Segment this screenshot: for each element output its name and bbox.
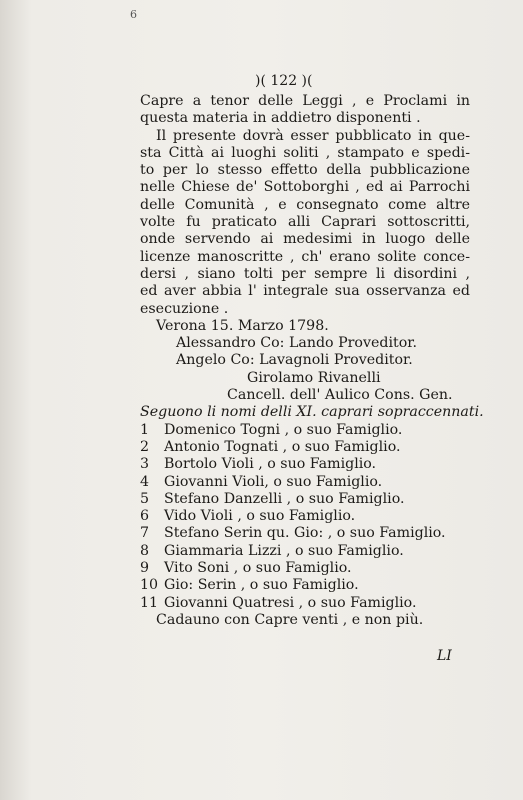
item-text: Stefano Serin qu. Gio: , o suo Famiglio. — [164, 525, 446, 542]
text-line: questa materia in addietro disponenti . — [140, 110, 421, 127]
date-line: Verona 15. Marzo 1798. — [156, 317, 329, 334]
signature-line: Angelo Co: Lavagnoli Proveditor. — [176, 352, 413, 369]
list-item — [140, 474, 470, 491]
signature-line: Cancell. dell' Aulico Cons. Gen. — [227, 387, 453, 404]
item-text: Giovanni Quatresi , o suo Famiglio. — [164, 594, 417, 611]
text-line: Il presente dovrà esser pubblicato in que- — [156, 127, 470, 144]
list-item — [140, 543, 470, 560]
item-number: 2 — [140, 438, 150, 455]
item-number: 10 — [140, 577, 159, 594]
item-text: Giovanni Violi, o suo Famiglio. — [164, 473, 383, 490]
text-line: licenze manoscritte , ch' erano solite conce- — [140, 248, 470, 265]
item-text: Vito Soni , o suo Famiglio. — [164, 560, 352, 577]
item-number: 6 — [140, 508, 150, 525]
list-item — [140, 560, 470, 577]
signature-line: Girolamo Rivanelli — [247, 369, 381, 386]
list-item — [140, 439, 470, 456]
item-text: Bortolo Violi , o suo Famiglio. — [164, 456, 377, 473]
text-line: nelle Chiese de' Sottoborghi , ed ai Parrochi — [140, 179, 470, 196]
list-item — [140, 577, 470, 594]
list-item — [140, 508, 470, 525]
page-header: )( 122 )( — [255, 73, 313, 89]
text-line: esecuzione . — [140, 300, 229, 317]
list-item — [140, 595, 470, 612]
text-line: dersi , siano tolti per sempre li disordini , — [140, 265, 470, 282]
list-heading: Seguono li nomi delli XI. caprari sopraccennati. — [140, 404, 484, 421]
item-number: 5 — [140, 490, 150, 507]
text-line: Capre a tenor delle Leggi , e Proclami in — [140, 93, 470, 109]
list-item — [140, 456, 470, 473]
corner-mark: 6 — [130, 8, 137, 21]
list-item — [140, 422, 470, 439]
item-number: 8 — [140, 542, 150, 559]
text-line: volte fu praticato alli Caprari sottoscritti, — [140, 214, 470, 231]
body-text — [140, 0, 484, 629]
item-text: Vido Violi , o suo Famiglio. — [164, 508, 356, 525]
item-text: Antonio Tognati , o suo Famiglio. — [164, 438, 401, 455]
item-number: 11 — [140, 594, 159, 611]
catchword: LI — [437, 648, 452, 664]
closing-line: Cadauno con Capre venti , e non più. — [156, 611, 424, 628]
item-number: 3 — [140, 456, 150, 473]
text-line: sta Città ai luoghi soliti , stampato e spedi- — [140, 144, 470, 161]
item-text: Stefano Danzelli , o suo Famiglio. — [164, 490, 405, 507]
item-text: Giammaria Lizzi , o suo Famiglio. — [164, 542, 404, 559]
item-number: 9 — [140, 560, 150, 577]
names-list — [140, 422, 470, 612]
item-text: Domenico Togni , o suo Famiglio. — [164, 421, 403, 438]
item-number: 1 — [140, 421, 150, 438]
item-text: Gio: Serin , o suo Famiglio. — [164, 577, 359, 594]
text-line: onde servendo ai medesimi in luogo delle — [140, 231, 470, 248]
text-line: ed aver abbia l' integrale sua osservanza ed — [140, 283, 470, 300]
list-item — [140, 525, 470, 542]
text-line: to per lo stesso effetto della pubblicazione — [140, 162, 470, 179]
item-number: 7 — [140, 525, 150, 542]
text-line: delle Comunità , e consegnato come altre — [140, 196, 470, 213]
item-number: 4 — [140, 473, 150, 490]
signature-line: Alessandro Co: Lando Proveditor. — [176, 335, 417, 352]
list-item — [140, 491, 470, 508]
